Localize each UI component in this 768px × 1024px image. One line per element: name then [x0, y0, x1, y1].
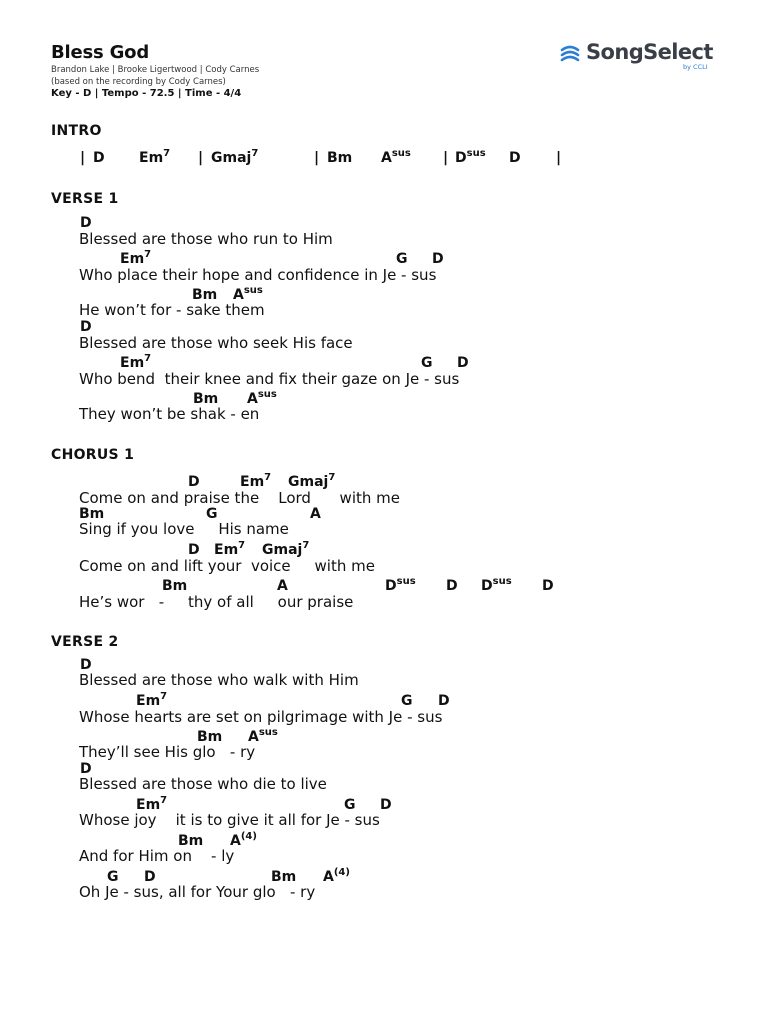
chord: $D^{sus}$ [385, 576, 416, 594]
chord: G [396, 251, 408, 267]
section-verse1-label: VERSE 1 [51, 191, 119, 207]
section-chorus1-label: CHORUS 1 [51, 447, 135, 463]
lyric-line: Blessed are those who seek His face [79, 334, 353, 352]
songselect-logo [558, 40, 718, 72]
logo-wordmark: SongSelect [586, 40, 713, 64]
chord: D [80, 215, 92, 231]
lyric-line: Blessed are those who die to live [79, 775, 327, 793]
chord: $A^{sus}$ [247, 389, 277, 407]
chord: $A^{(4)}$ [323, 867, 350, 885]
chord: Bm [193, 391, 219, 407]
chord: D [80, 657, 92, 673]
lyric-line: Who place their hope and confidence in Je - sus [79, 266, 437, 284]
chord: G [401, 693, 413, 709]
chord: G [206, 506, 218, 522]
chord: Bm [192, 287, 218, 303]
chord: G [421, 355, 433, 371]
chord: D [188, 542, 200, 558]
intro-barline: | [198, 150, 204, 166]
chord: Bm [162, 578, 188, 594]
song-authors: Brandon Lake | Brooke Ligertwood | Cody Carnes [51, 65, 260, 75]
chord: Em$^7$ [136, 691, 168, 709]
chord: $A^{sus}$ [381, 148, 411, 166]
section-verse2-label: VERSE 2 [51, 634, 119, 650]
lyric-line: Who bend their knee and fix their gaze on Je - sus [79, 370, 460, 388]
chord: Bm [197, 729, 223, 745]
lyric-line: Whose joy it is to give it all for Je - sus [79, 811, 380, 829]
chord: Gmaj$^7$ [262, 540, 310, 558]
logo-by-ccli: by CCLI [683, 63, 708, 71]
chord: $A^{(4)}$ [230, 831, 257, 849]
chord: D [542, 578, 554, 594]
songselect-logo-icon [558, 42, 582, 66]
intro-barline: | [80, 150, 86, 166]
chord: Bm [271, 869, 297, 885]
lyric-line: He won’t for - sake them [79, 301, 265, 319]
chord: A [277, 578, 288, 594]
chord: D [80, 319, 92, 335]
chord: $A^{sus}$ [233, 285, 263, 303]
lyric-line: Blessed are those who walk with Him [79, 671, 359, 689]
chord: D [380, 797, 392, 813]
chord: Em$^7$ [136, 795, 168, 813]
lyric-line: Come on and lift your voice with me [79, 557, 375, 575]
lyric-line: Sing if you love His name [79, 520, 289, 538]
lyric-line: He’s wor - thy of all our praise [79, 593, 354, 611]
chord: D [446, 578, 458, 594]
chord: Em$^7$ [214, 540, 246, 558]
song-title: Bless God [51, 42, 150, 63]
chord: G [344, 797, 356, 813]
chord: D [432, 251, 444, 267]
song-key-tempo-time: Key - D | Tempo - 72.5 | Time - 4/4 [51, 88, 242, 99]
chord: Em$^7$ [120, 249, 152, 267]
chord: Bm [178, 833, 204, 849]
chord: Em$^7$ [120, 353, 152, 371]
lyric-line: They’ll see His glo - ry [79, 743, 256, 761]
chord: A [310, 506, 321, 522]
chord: D [457, 355, 469, 371]
lyric-line: Come on and praise the Lord with me [79, 489, 400, 507]
chord: D [144, 869, 156, 885]
chord: D [80, 761, 92, 777]
chord: G [107, 869, 119, 885]
chord: D [509, 150, 521, 166]
chord: $D^{sus}$ [481, 576, 512, 594]
lyric-line: And for Him on - ly [79, 847, 235, 865]
chord: Em$^7$ [240, 472, 272, 490]
chord: Bm [327, 150, 353, 166]
chord: Em$^7$ [139, 148, 171, 166]
lyric-line: Blessed are those who run to Him [79, 230, 333, 248]
intro-barline: | [556, 150, 562, 166]
lyric-line: They won’t be shak - en [79, 405, 260, 423]
chord: D [93, 150, 105, 166]
chord: Gmaj$^7$ [288, 472, 336, 490]
intro-barline: | [443, 150, 449, 166]
chord: $D^{sus}$ [455, 148, 486, 166]
lyric-line: Whose hearts are set on pilgrimage with Je - sus [79, 708, 443, 726]
section-intro-label: INTRO [51, 123, 102, 139]
lyric-line: Oh Je - sus, all for Your glo - ry [79, 883, 316, 901]
intro-barline: | [314, 150, 320, 166]
chord: D [188, 474, 200, 490]
song-recording: (based on the recording by Cody Carnes) [51, 77, 226, 87]
chord: $A^{sus}$ [248, 727, 278, 745]
chord: D [438, 693, 450, 709]
chord: Bm [79, 506, 105, 522]
chord: Gmaj$^7$ [211, 148, 259, 166]
